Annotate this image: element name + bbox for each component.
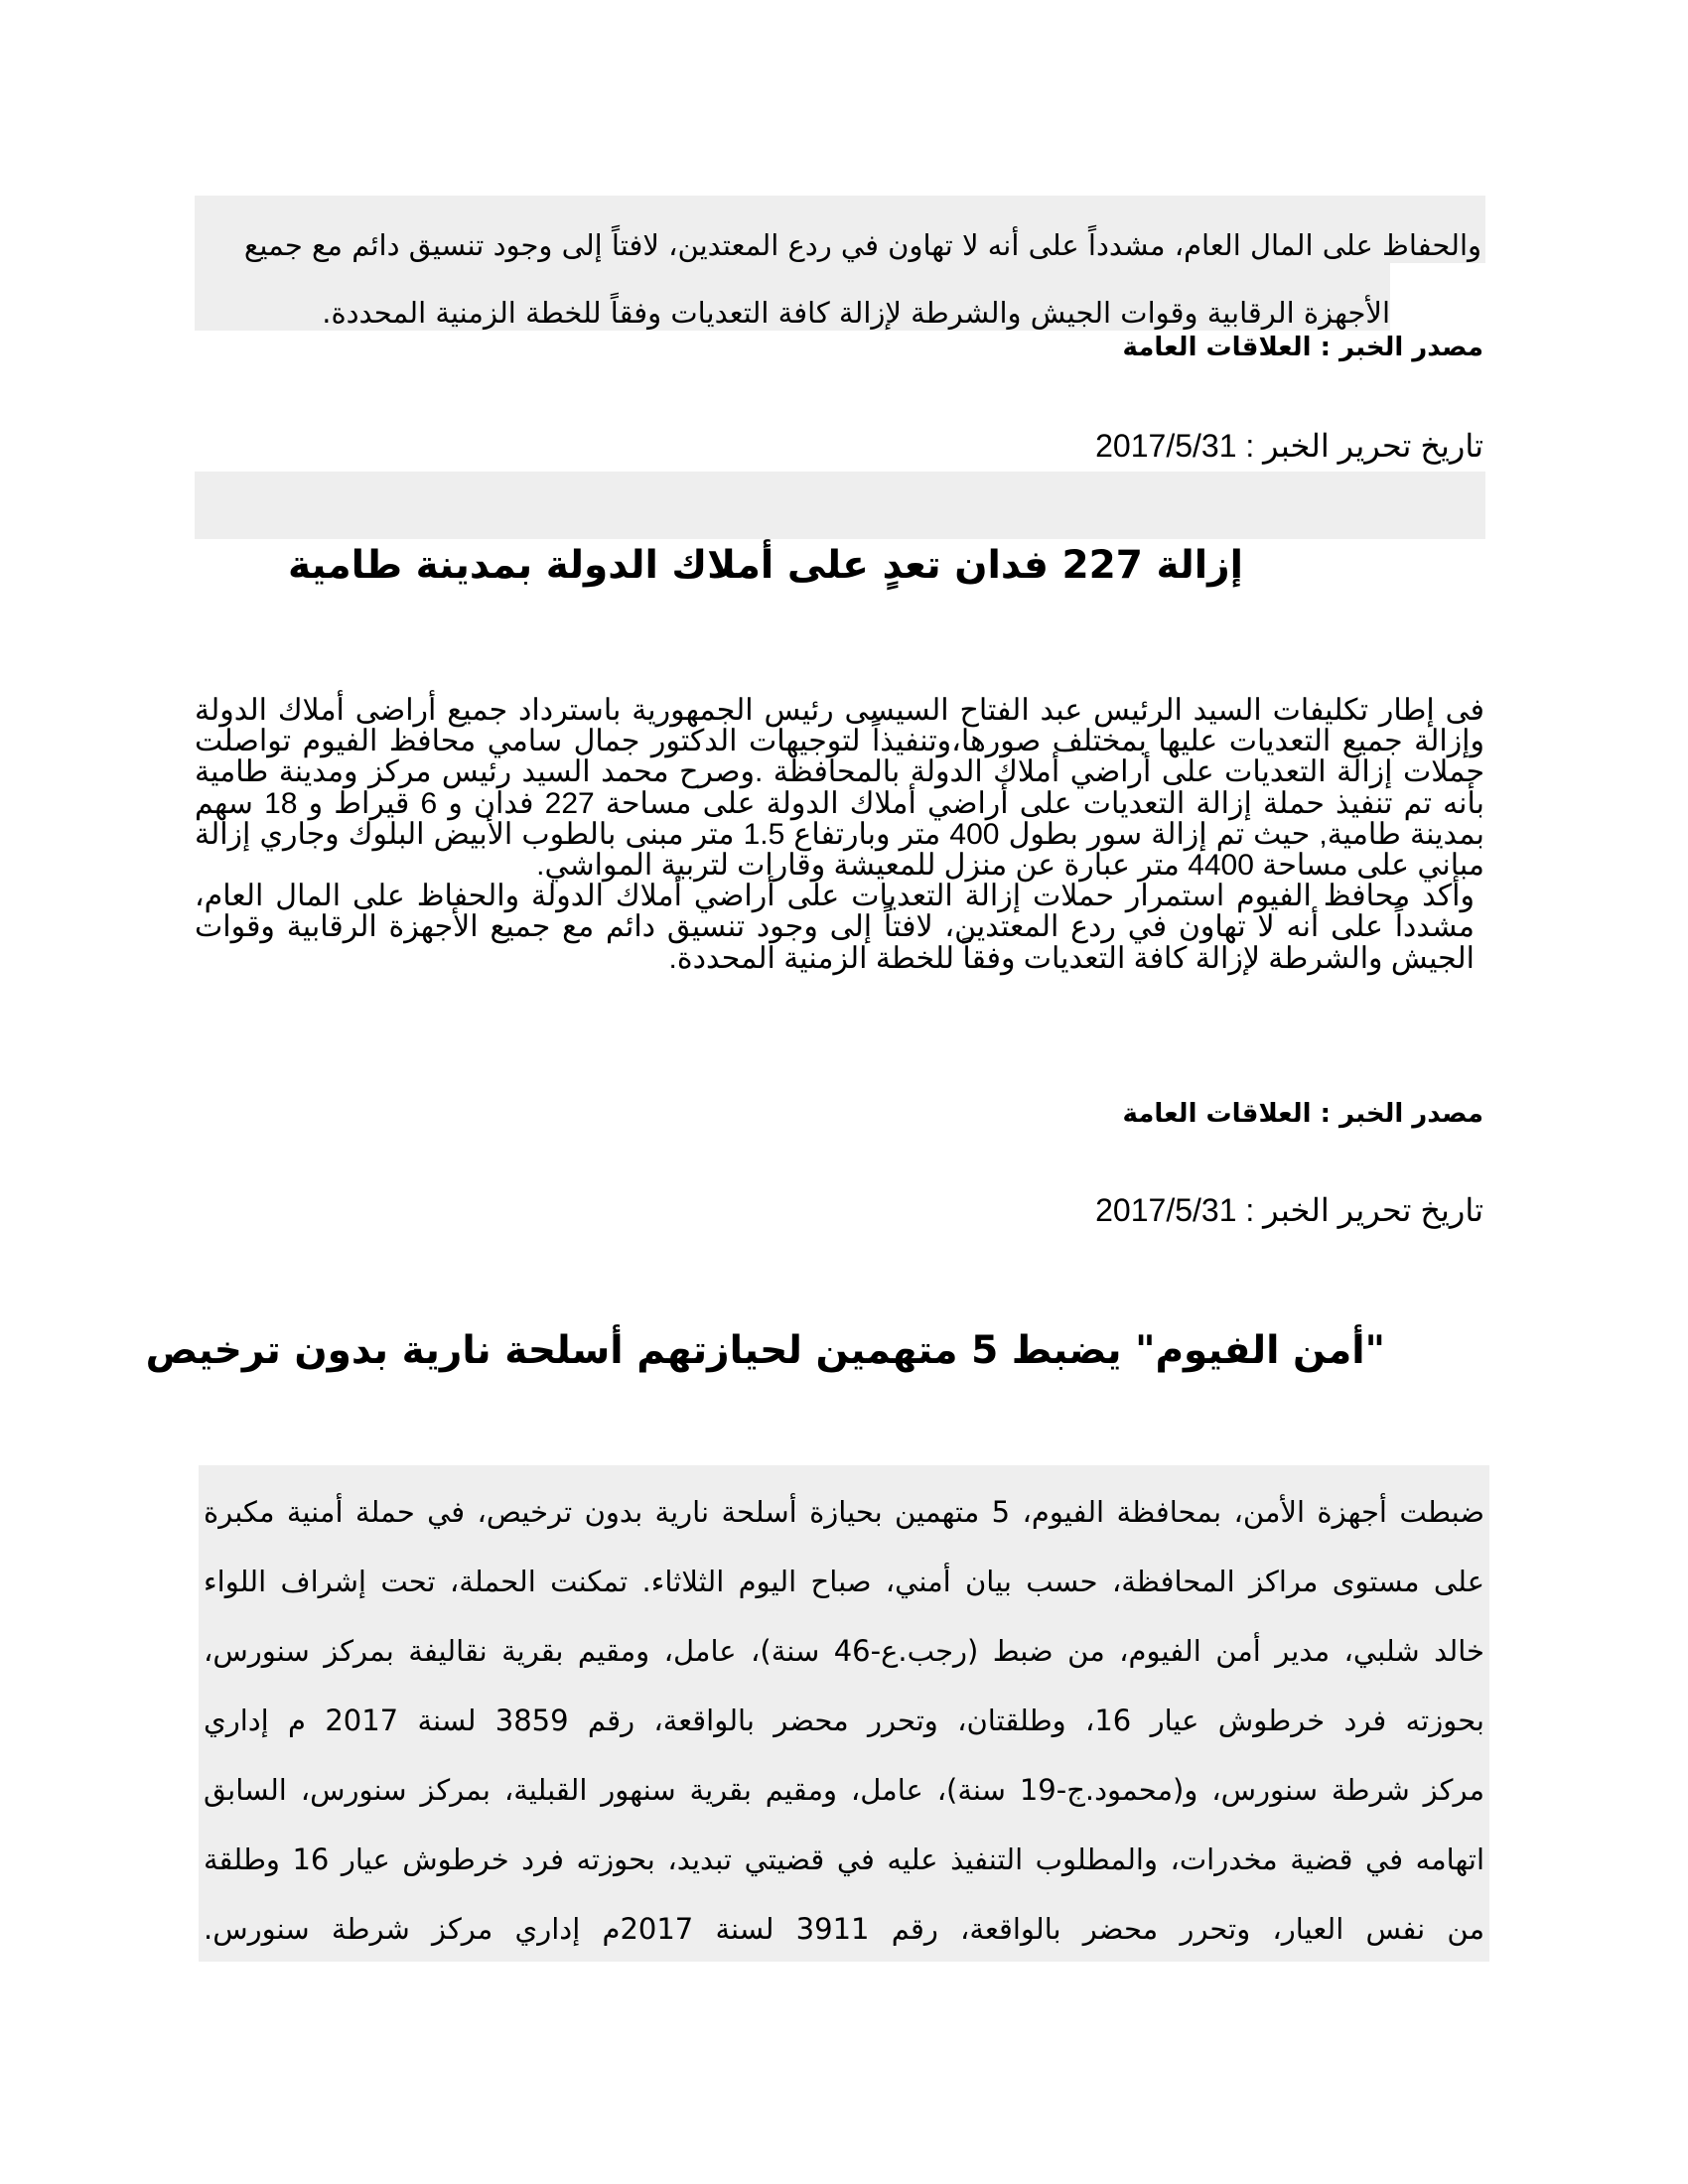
article-line: مركز شرطة سنورس، و(محمود.ج-19 سنة)، عامل، ومقيم بقرية سنهور القبلية، بمركز سنورس، السابق [204,1773,1484,1807]
news-source: مصدر الخبر : العلاقات العامة [1122,1099,1483,1129]
article-body [195,695,1484,974]
paragraph: وأكد محافظ الفيوم استمرار حملات إزالة التعديات على أراضي أملاك الدولة والحفاظ على المال العام، مشدداً على أنه لا تهاون في ردع المعتدين، لافتاً إلى وجود تنسيق دائم مع جميع الأجهزة الرقابية وقوات الجيش والشرطة لإزالة كافة التعديات وفقاً للخطة الزمنية المحددة. [195,880,1475,975]
news-source: مصدر الخبر : العلاقات العامة [1122,333,1483,362]
news-date: تاريخ تحرير الخبر : 2017/5/31 [1095,428,1483,464]
news-date: تاريخ تحرير الخبر : 2017/5/31 [1095,1192,1483,1228]
fragment-line: والحفاظ على المال العام، مشدداً على أنه لا تهاون في ردع المعتدين، لافتاً إلى وجود تنسيق دائم مع جميع [243,228,1481,262]
headline: إزالة 227 فدان تعدٍ على أملاك الدولة بمدينة طامية [287,543,1243,588]
article-line: بحوزته فرد خرطوش عيار 16، وطلقتان، وتحرر محضر بالواقعة، رقم 3859 لسنة 2017 م إداري [204,1704,1484,1737]
headline: "أمن الفيوم" يضبط 5 متهمين لحيازتهم أسلحة نارية بدون ترخيص [145,1328,1385,1373]
article-line: على مستوى مراكز المحافظة، حسب بيان أمني، صباح اليوم الثلاثاء. تمكنت الحملة، تحت إشراف اللواء [204,1565,1484,1598]
paragraph: فى إطار تكليفات السيد الرئيس عبد الفتاح السيسى رئيس الجمهورية باسترداد جميع أراضى أملاك الدولة وإزالة جميع التعديات عليها بمختلف صورها،وتنفيذاً لتوجيهات الدكتور جمال سامي محافظ الفيوم تواصلت حملات إزالة التعديات على أراضي أملاك الدولة بالمحافظة .وصرح محمد السيد رئيس مركز ومدينة طامية بأنه تم تنفيذ حملة إزالة التعديات على أراضي أملاك الدولة على مساحة 227 فدان و 6 قيراط و 18 سهم بمدينة طامية, حيث تم إزالة سور بطول 400 متر وبارتفاع 1.5 متر مبنى بالطوب الأبيض البلوك وجاري إزالة مباني على مساحة 4400 متر عبارة عن منزل للمعيشة وقارات لتربية المواشي. [195,694,1485,883]
article-line: ضبطت أجهزة الأمن، بمحافظة الفيوم، 5 متهمين بحيازة أسلحة نارية بدون ترخيص، في حملة أمنية مكبرة [204,1495,1484,1529]
article-line: اتهامه في قضية مخدرات، والمطلوب التنفيذ عليه في قضيتي تبديد، بحوزته فرد خرطوش عيار 16 وطلقة [204,1843,1485,1876]
fragment-line: الأجهزة الرقابية وقوات الجيش والشرطة لإزالة كافة التعديات وفقاً للخطة الزمنية المحددة. [322,296,1390,330]
highlight-band [195,472,1485,539]
article-line: خالد شلبي، مدير أمن الفيوم، من ضبط (رجب.ع-46 سنة)، عامل، ومقيم بقرية نقاليفة بمركز سنورس، [204,1634,1484,1668]
article-line: من نفس العيار، وتحرر محضر بالواقعة، رقم 3911 لسنة 2017م إداري مركز شرطة سنورس. [204,1912,1484,1946]
